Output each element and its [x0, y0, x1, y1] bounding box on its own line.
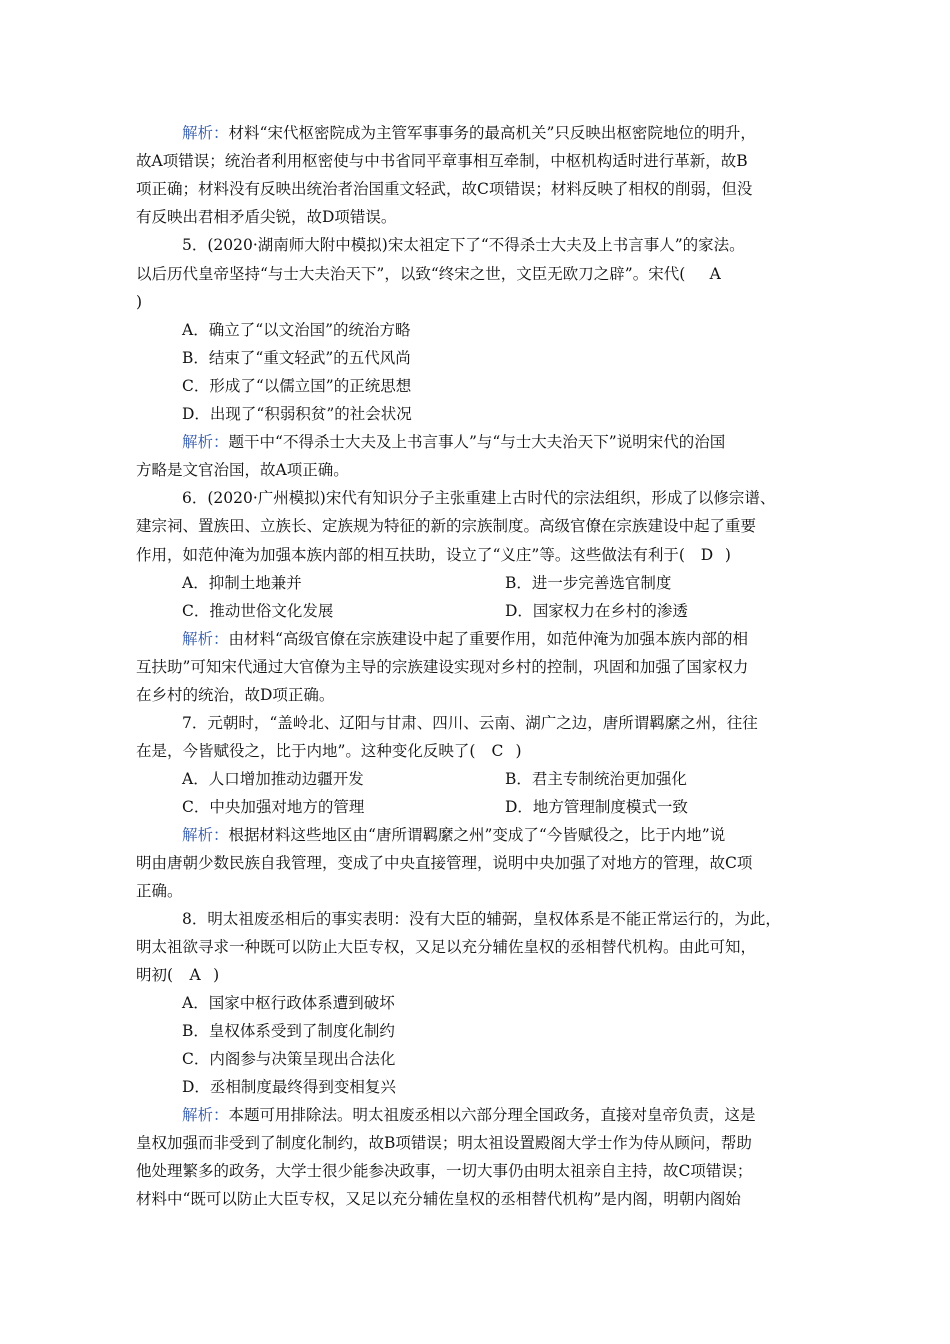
- analysis-6-line-1: 解析：由材料“高级官僚在宗族建设中起了重要作用，如范仲淹为加强本族内部的相: [182, 630, 748, 648]
- question-7-option-d: D．地方管理制度模式一致: [505, 798, 688, 816]
- analysis-8-line-4: 材料中“既可以防止大臣专权，又足以充分辅佐皇权的丞相替代机构”是内阁，明朝内阁始: [136, 1190, 741, 1208]
- analysis-8-line-1: 解析：本题可用排除法。明太祖废丞相以六部分理全国政务，直接对皇帝负责，这是: [182, 1106, 756, 1124]
- analysis-4-line-2: 故A项错误；统治者利用枢密使与中书省同平章事相互牵制，中枢机构适时进行革新，故B: [136, 152, 748, 170]
- question-5-line-1: 5．(2020·湖南师大附中模拟)宋太祖定下了“不得杀士大夫及上书言事人”的家法。: [182, 236, 745, 254]
- answer-6: D: [700, 546, 714, 564]
- question-8-option-c: C．内阁参与决策呈现出合法化: [182, 1050, 396, 1068]
- analysis-label: 解析：: [182, 826, 229, 844]
- question-6-option-a: A．抑制土地兼并: [182, 574, 302, 592]
- question-7-line-1: 7．元朝时，“盖岭北、辽阳与甘肃、四川、云南、湖广之边，唐所谓羁縻之州，往往: [182, 714, 758, 732]
- question-5-line-2: 以后历代皇帝坚持“与士大夫治天下”，以致“终宋之世，文臣无欧刀之辟”。宋代( A: [136, 264, 826, 284]
- question-8-line-1: 8．明太祖废丞相后的事实表明：没有大臣的辅弼，皇权体系是不能正常运行的，为此，: [182, 910, 781, 928]
- question-7-option-a: A．人口增加推动边疆开发: [182, 770, 364, 788]
- analysis-7-line-2: 明由唐朝少数民族自我管理，变成了中央直接管理，说明中央加强了对地方的管理，故C项: [136, 854, 753, 872]
- question-7-option-b: B．君主专制统治更加强化: [505, 770, 687, 788]
- analysis-8-line-3: 他处理繁多的政务，大学士很少能参决政事，一切大事仍由明太祖亲自主持，故C项错误；: [136, 1162, 753, 1180]
- question-8-line-2: 明太祖欲寻求一种既可以防止大臣专权，又足以充分辅佐皇权的丞相替代机构。由此可知，: [136, 938, 757, 956]
- question-5-option-d: D．出现了“积弱积贫”的社会状况: [182, 405, 412, 423]
- question-6-line-1: 6．(2020·广州模拟)宋代有知识分子主张重建上古时代的宗法组织，形成了以修宗谱、: [182, 489, 776, 507]
- question-6-option-b: B．进一步完善选官制度: [505, 574, 672, 592]
- question-6-line-2: 建宗祠、置族田、立族长、定族规为特征的新的宗族制度。高级官僚在宗族建设中起了重要: [136, 517, 757, 535]
- answer-8: A: [189, 966, 201, 984]
- question-6-option-d: D．国家权力在乡村的渗透: [505, 602, 688, 620]
- question-8-option-d: D．丞相制度最终得到变相复兴: [182, 1078, 396, 1096]
- question-8-line-3: 明初( A ): [136, 966, 220, 984]
- analysis-5-line-1: 解析：题干中“不得杀士大夫及上书言事人”与“与士大夫治天下”说明宋代的治国: [182, 433, 726, 451]
- question-5-option-a: A．确立了“以文治国”的统治方略: [182, 321, 411, 339]
- question-6-line-3: 作用，如范仲淹为加强本族内部的相互扶助，设立了“义庄”等。这些做法有利于( D ): [136, 546, 731, 564]
- question-5-line-3: ): [136, 293, 143, 311]
- question-5-option-b: B．结束了“重文轻武”的五代风尚: [182, 349, 411, 367]
- analysis-6-line-3: 在乡村的统治，故D项正确。: [136, 686, 335, 704]
- analysis-4-line-1: 解析：材料“宋代枢密院成为主管军事事务的最高机关”只反映出枢密院地位的明升，: [182, 124, 756, 142]
- question-5-option-c: C．形成了“以儒立国”的正统思想: [182, 377, 412, 395]
- analysis-label: 解析：: [182, 1106, 229, 1124]
- analysis-label: 解析：: [182, 433, 229, 451]
- answer-5: A: [709, 265, 721, 283]
- analysis-6-line-2: 互扶助”可知宋代通过大官僚为主导的宗族建设实现对乡村的控制，巩固和加强了国家权力: [136, 658, 749, 676]
- analysis-7-line-1: 解析：根据材料这些地区由“唐所谓羁縻之州”变成了“今皆赋役之，比于内地”说: [182, 826, 726, 844]
- analysis-4-line-4: 有反映出君相矛盾尖锐，故D项错误。: [136, 208, 397, 226]
- analysis-label: 解析：: [182, 630, 229, 648]
- analysis-7-line-3: 正确。: [136, 882, 183, 900]
- question-7-line-2: 在是，今皆赋役之，比于内地”。这种变化反映了( C ): [136, 742, 522, 760]
- question-6-option-c: C．推动世俗文化发展: [182, 602, 334, 620]
- analysis-label: 解析：: [182, 124, 229, 142]
- question-8-option-b: B．皇权体系受到了制度化制约: [182, 1022, 395, 1040]
- analysis-4-line-3: 项正确；材料没有反映出统治者治国重文轻武，故C项错误；材料反映了相权的削弱，但没: [136, 180, 753, 198]
- answer-7: C: [491, 742, 504, 760]
- question-7-option-c: C．中央加强对地方的管理: [182, 798, 365, 816]
- question-8-option-a: A．国家中枢行政体系遭到破坏: [182, 994, 395, 1012]
- analysis-8-line-2: 皇权加强而非受到了制度化制约，故B项错误；明太祖设置殿阁大学士作为侍从顾问，帮助: [136, 1134, 752, 1152]
- analysis-5-line-2: 方略是文官治国，故A项正确。: [136, 461, 349, 479]
